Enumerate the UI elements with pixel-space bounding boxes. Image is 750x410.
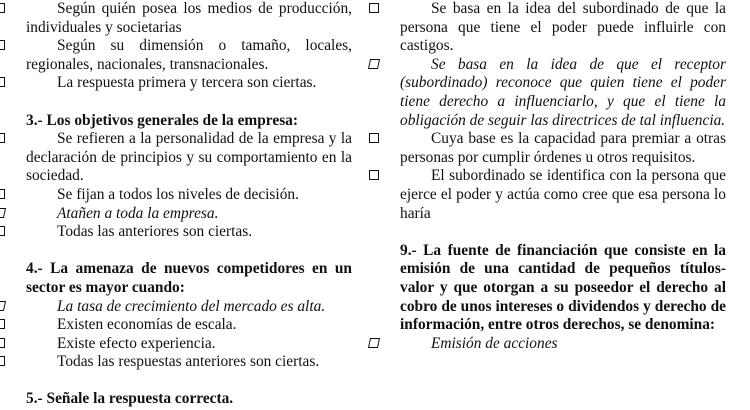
option-item <box>400 130 726 167</box>
checkbox-icon[interactable] <box>0 77 5 87</box>
option-item <box>26 37 352 74</box>
option-text: Emisión de acciones <box>431 334 558 352</box>
checkbox-icon[interactable] <box>369 133 379 143</box>
option-item <box>26 74 352 93</box>
option-item <box>400 167 726 223</box>
checkbox-icon[interactable] <box>0 189 5 199</box>
checkbox-icon[interactable] <box>369 3 379 13</box>
option-text: Cuya base es la capacidad para premiar a otras personas por cumplir órdenes u otros requisitos. <box>400 130 726 166</box>
checkbox-icon[interactable] <box>0 301 6 311</box>
option-text: La respuesta primera y tercera son ciertas. <box>57 74 317 92</box>
option-item <box>26 353 352 372</box>
option-item <box>400 0 726 56</box>
option-text: La tasa de crecimiento del mercado es alta. <box>57 297 326 315</box>
left-column <box>26 0 352 409</box>
option-text: Todas las anteriores son ciertas. <box>57 223 253 241</box>
option-item <box>26 130 352 186</box>
option-item-marked <box>400 335 726 354</box>
option-item-marked <box>400 56 726 130</box>
checkbox-icon[interactable] <box>0 133 5 143</box>
checkbox-icon[interactable] <box>0 226 5 236</box>
question-9-title: 9.- La fuente de financiación que consiste en la emisión de una cantidad de pequeños títulos-valor y que otorgan a su poseedor el derecho al cobro de unos intereses o dividendos y derecho de información, entre otros derechos, se denomina: <box>400 241 726 334</box>
checkbox-icon[interactable] <box>0 338 5 348</box>
checkbox-icon[interactable] <box>368 338 380 348</box>
checkbox-icon[interactable] <box>0 40 5 50</box>
option-text: Según su dimensión o tamaño, locales, regionales, nacionales, transnacionales. <box>26 37 352 73</box>
question-3-title: 3.- Los objetivos generales de la empresa: <box>26 111 299 129</box>
option-item-marked <box>26 298 352 317</box>
checkbox-icon[interactable] <box>0 3 5 13</box>
option-text: Se basa en la idea de que el receptor (subordinado) reconoce que quien tiene el poder tiene derecho a influenciarlo, y que el tiene la obligación de seguir las directrices de tal influencia. <box>400 55 726 129</box>
option-text: Existe efecto experiencia. <box>57 334 216 352</box>
option-item <box>26 335 352 354</box>
option-item <box>26 316 352 335</box>
checkbox-icon[interactable] <box>369 170 379 180</box>
option-item <box>26 0 352 37</box>
checkbox-icon[interactable] <box>0 208 6 218</box>
option-item <box>26 223 352 242</box>
option-text: El subordinado se identifica con la persona que ejerce el poder y actúa como cree que esa persona lo haría <box>400 167 726 222</box>
option-text: Se basa en la idea del subordinado de que la persona que tiene el poder puede influirle con castigos. <box>400 0 726 55</box>
option-text: Se refieren a la personalidad de la empresa y la declaración de principios y su comportamiento en la sociedad. <box>26 130 352 185</box>
question-5-title: 5.- Señale la respuesta correcta. <box>26 390 234 408</box>
right-column <box>400 0 726 353</box>
option-item <box>26 186 352 205</box>
option-text: Todas las respuestas anteriores son ciertas. <box>57 353 320 371</box>
option-text: Atañen a toda la empresa. <box>57 204 219 222</box>
option-text: Existen economías de escala. <box>57 316 237 334</box>
option-text: Según quién posea los medios de producción, individuales y societarias <box>26 0 352 36</box>
checkbox-icon[interactable] <box>0 319 5 329</box>
checkbox-icon[interactable] <box>0 356 5 366</box>
option-text: Se fijan a todos los niveles de decisión. <box>57 185 299 203</box>
checkbox-icon[interactable] <box>368 59 380 69</box>
option-item-marked <box>26 205 352 224</box>
question-4-title: 4.- La amenaza de nuevos competidores en un sector es mayor cuando: <box>26 260 352 296</box>
